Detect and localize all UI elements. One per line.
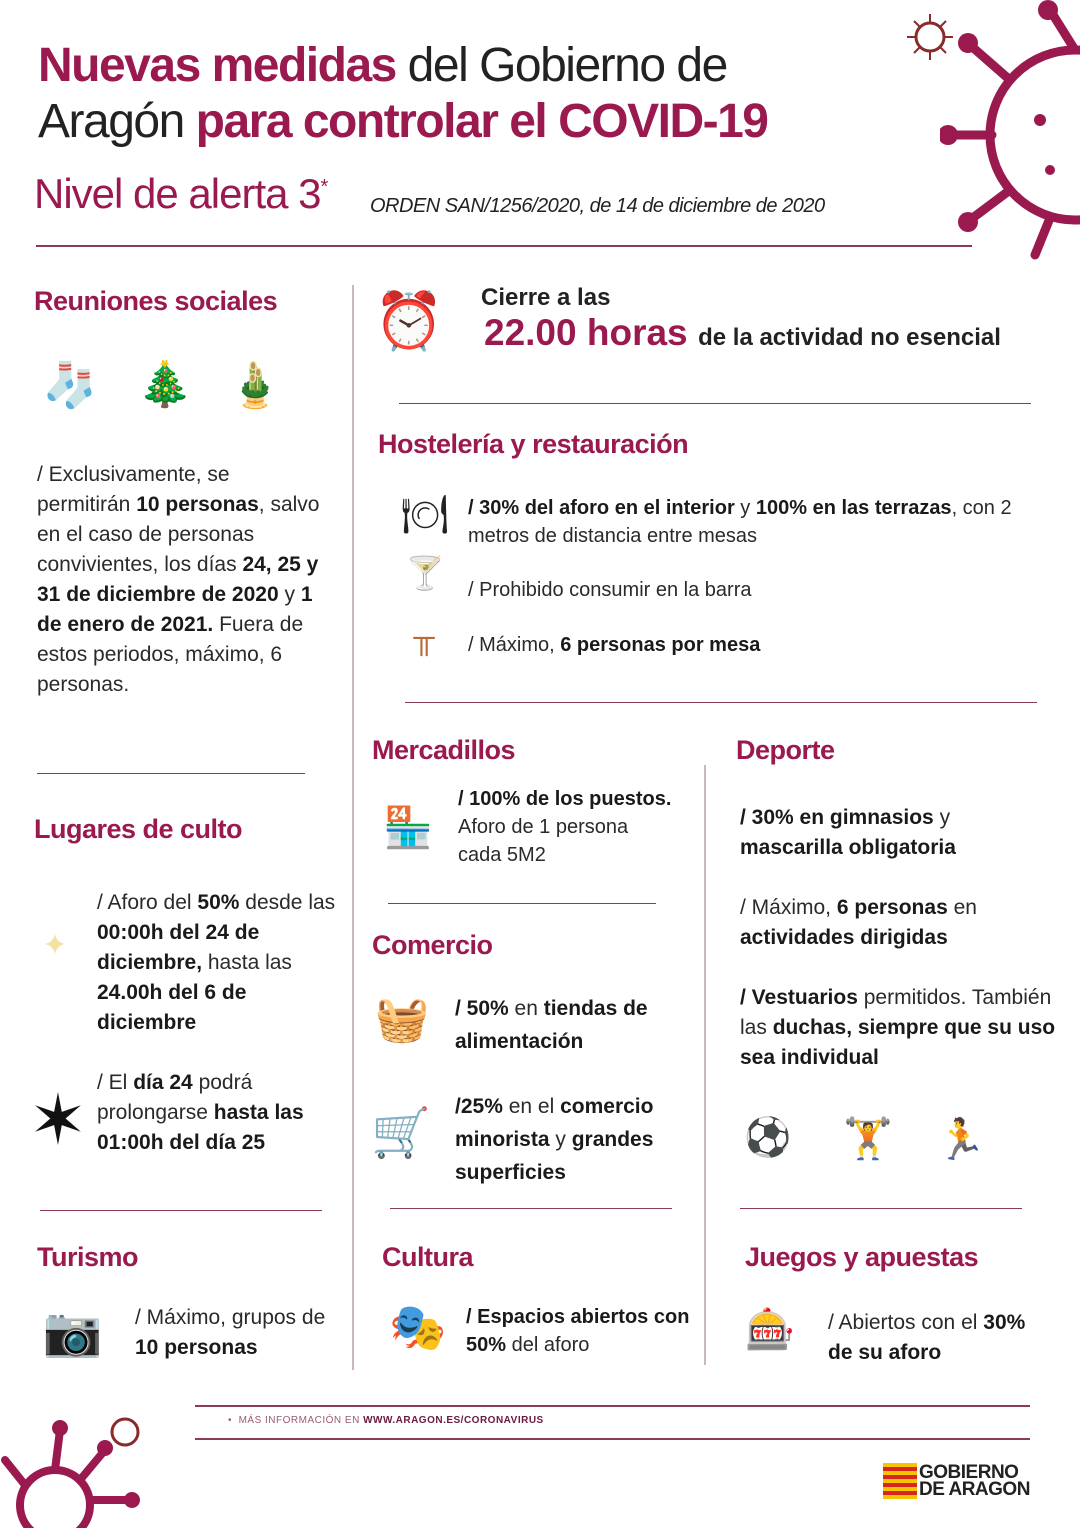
section-title-mercadillos: Mercadillos (372, 735, 516, 765)
section-title-juegos: Juegos y apuestas (745, 1242, 979, 1272)
bold-text: mascarilla obligatoria (740, 836, 956, 859)
section-title-deporte: Deporte (736, 735, 835, 765)
asterisk: * (320, 176, 328, 198)
theater-masks-icon: 🎭 (389, 1301, 447, 1353)
divider (405, 702, 1037, 703)
bold-text: 6 personas (836, 896, 948, 919)
text: / Abiertos con el (828, 1311, 984, 1334)
text: Aragón (38, 95, 196, 148)
light-glow-icon: ✦ (42, 928, 68, 962)
comercio-item (455, 992, 690, 1058)
bold-text: 6 personas por mesa (560, 634, 761, 656)
bold-text: 30% de su aforo (828, 1311, 1026, 1364)
bold-text: actividades dirigidas (740, 926, 948, 949)
alert-level-text: Nivel de alerta 3 (34, 170, 321, 217)
divider (36, 245, 972, 247)
text: permitidos. También las (740, 986, 1052, 1039)
text: y (549, 1128, 572, 1151)
poker-chips-icon: 🎰 (745, 1307, 795, 1352)
bold-text: día 24 (133, 1071, 193, 1094)
hosteleria-item (468, 575, 751, 605)
bold-text: duchas, siempre que su uso sea individual (740, 1016, 1056, 1069)
divider (388, 903, 656, 904)
text: , con 2 metros de distancia entre mesas (468, 497, 1012, 547)
divider (390, 1208, 672, 1209)
text: / Aforo del (97, 891, 198, 914)
mercadillos-text (458, 785, 673, 869)
section-title-comercio: Comercio (372, 930, 493, 960)
bold-text: / 30% en gimnasios (740, 806, 934, 829)
divider (195, 1405, 1030, 1407)
comercio-item (455, 1090, 695, 1189)
cultura-text (466, 1303, 691, 1359)
bold-text: /25% (455, 1095, 503, 1118)
hosteleria-item (468, 494, 1038, 550)
cierre-hours: 22.00 horas (484, 312, 688, 353)
weightlifter-icon: 🏋 (843, 1116, 893, 1161)
cierre-block (484, 312, 1001, 354)
bold-text: 24.00h del 6 de diciembre (97, 981, 247, 1034)
text: / Máximo, grupos de (135, 1306, 326, 1329)
text: en (508, 997, 544, 1020)
market-stall-icon: 🏪 (383, 806, 433, 850)
gobierno-aragon-logo (883, 1463, 1039, 1499)
text: hasta las (202, 951, 292, 974)
table-chairs-icon: ╥ (413, 620, 435, 654)
text: desde las (239, 891, 336, 914)
culto-item (97, 888, 345, 1038)
bold-text: 24, 25 y 31 de diciembre de 2020 (37, 553, 319, 606)
cierre-line1: Cierre a las (481, 284, 611, 311)
bold-text: / 30% del aforo en el interior (468, 497, 735, 519)
soccer-ball-icon: ⚽ (744, 1117, 792, 1159)
divider (37, 773, 305, 774)
culto-item (97, 1068, 337, 1158)
bold-text: Nuevas medidas (38, 39, 396, 92)
text: y (933, 806, 951, 829)
christmas-tree-icon: 🎄 (137, 360, 193, 409)
deporte-item (740, 893, 1040, 953)
aragon-flag-icon (883, 1463, 917, 1499)
text: en (947, 896, 977, 919)
more-info (228, 1415, 544, 1426)
order-reference: ORDEN SAN/1256/2020, de 14 de diciembre de 2020 (370, 195, 825, 217)
text: del Gobierno de (395, 39, 727, 92)
reuniones-text (37, 460, 322, 700)
turismo-text (135, 1303, 335, 1363)
bold-text: hasta las 01:00h del día 25 (97, 1101, 304, 1154)
camera-icon: 📷 (42, 1305, 103, 1359)
text: en el (502, 1095, 561, 1118)
info-prefix: MÁS INFORMACIÓN EN (238, 1415, 364, 1426)
text: / El (97, 1071, 134, 1094)
text: / Exclusivamente, se permitirán (37, 463, 230, 516)
column-divider (704, 765, 706, 1365)
info-url[interactable]: WWW.ARAGON.ES/CORONAVIRUS (363, 1415, 544, 1426)
text: del aforo (506, 1334, 590, 1356)
bold-text: tiendas de alimentación (455, 997, 648, 1053)
text: Aforo de 1 persona cada 5M2 (458, 816, 629, 866)
bold-text: / 50% (455, 997, 509, 1020)
bold-text: / Espacios abiertos con 50% (466, 1306, 690, 1356)
virus-icon (940, 0, 1080, 260)
virus-icon (0, 1410, 160, 1528)
bold-text: 1 de enero de 2021. (37, 583, 313, 636)
bold-text: para controlar el COVID-19 (195, 95, 768, 148)
runner-icon: 🏃 (936, 1117, 986, 1162)
page-title (38, 38, 918, 150)
bold-text: / 100% de los puestos. (458, 788, 672, 810)
section-title-hosteleria: Hostelería y restauración (378, 429, 689, 459)
logo-text: GOBIERNO DE ARAGON (919, 1462, 1030, 1500)
bold-text: comercio minorista (455, 1095, 654, 1151)
column-divider (352, 285, 354, 1370)
hosteleria-item (468, 630, 760, 660)
christmas-ornaments-icon: 🎍 (227, 361, 283, 410)
bold-text: 10 personas (136, 493, 259, 516)
text: podrá prolongarse (97, 1071, 253, 1124)
bold-text: 00:00h del 24 de diciembre, (97, 921, 260, 974)
bold-text: 50% (197, 891, 240, 914)
deporte-item (740, 983, 1060, 1073)
divider (195, 1438, 1030, 1440)
section-title-culto: Lugares de culto (34, 814, 243, 844)
text: , salvo en el caso de personas convivientes, los días (37, 493, 320, 576)
divider (399, 403, 1031, 404)
bold-text: 100% en las terrazas (755, 497, 952, 519)
divider (740, 1208, 1022, 1209)
section-title-turismo: Turismo (37, 1242, 139, 1272)
text: y (278, 583, 301, 606)
text: / Prohibido consumir en la barra (468, 579, 752, 601)
divider (40, 1210, 322, 1211)
bold-text: / Vestuarios (740, 986, 858, 1009)
section-title-cultura: Cultura (382, 1242, 473, 1272)
section-title-reuniones: Reuniones sociales (34, 286, 278, 316)
text: / Máximo, (468, 634, 561, 656)
cierre-rest: de la actividad no esencial (698, 324, 1001, 351)
text: Fuera de estos periodos, máximo, 6 personas. (37, 613, 304, 696)
text: y (734, 497, 756, 519)
alert-level (34, 170, 327, 218)
deporte-item (740, 803, 1040, 863)
cocktail-icon: 🍸 (405, 554, 445, 591)
bullet: • (228, 1415, 239, 1426)
bold-text: grandes superficies (455, 1128, 654, 1184)
alarm-clock-icon: ⏰ (374, 289, 444, 352)
christmas-stocking-icon: 🧦 (42, 361, 98, 410)
star-icon: ✶ (28, 1081, 88, 1159)
shopping-cart-icon: 🛒 (371, 1107, 431, 1160)
bold-text: 10 personas (135, 1336, 258, 1359)
cloche-icon: 🍽 (400, 494, 450, 536)
text: / Máximo, (740, 896, 837, 919)
juegos-text (828, 1308, 1028, 1368)
grocery-basket-icon: 🧺 (374, 995, 430, 1044)
